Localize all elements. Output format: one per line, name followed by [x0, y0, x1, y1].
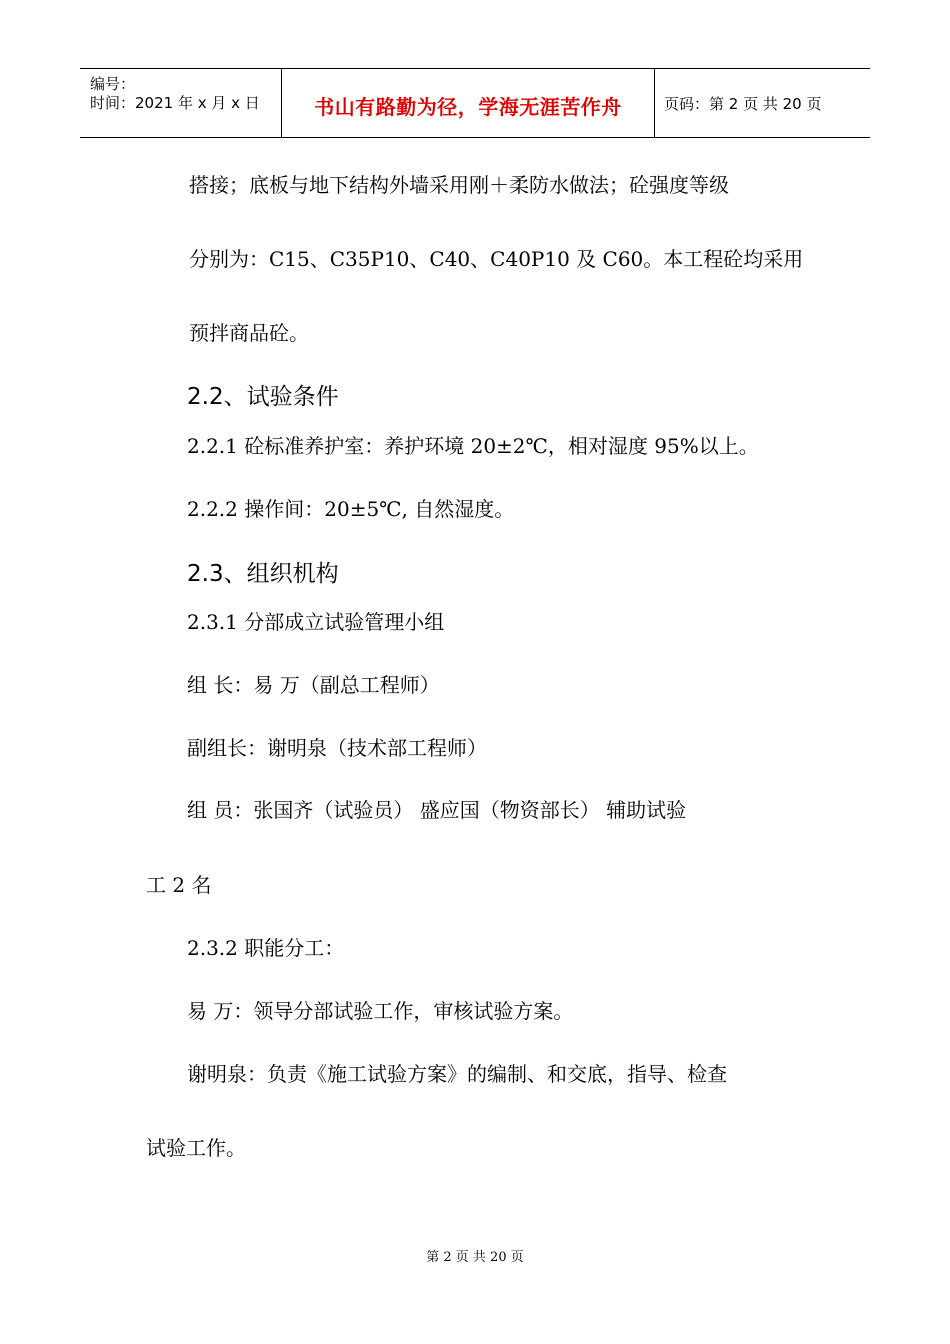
- section-heading-2-3: 2.3、组织机构: [187, 561, 339, 587]
- page-footer: 第 2 页 共 20 页: [426, 1250, 524, 1265]
- clause-2-2-1: 2.2.1 砼标准养护室：养护环境 20±2℃，相对湿度 95%以上。: [187, 434, 759, 458]
- duty-line: 谢明泉：负责《施工试验方案》的编制、和交底，指导、检查: [187, 1062, 727, 1086]
- section-heading-2-2: 2.2、试验条件: [187, 384, 339, 410]
- clause-2-3-1: 2.3.1 分部成立试验管理小组: [187, 610, 445, 634]
- header-page-info: 页码：第 2 页 共 20 页: [664, 95, 822, 113]
- clause-2-3-2: 2.3.2 职能分工：: [187, 936, 345, 960]
- paragraph-line: 搭接；底板与地下结构外墙采用刚＋柔防水做法；砼强度等级: [189, 173, 729, 197]
- team-members: 组 员：张国齐（试验员） 盛应国（物资部长） 辅助试验: [187, 798, 687, 822]
- team-members-cont: 工 2 名: [146, 873, 212, 897]
- header-page-cell: [655, 69, 870, 137]
- duty-line: 易 万：领导分部试验工作，审核试验方案。: [187, 999, 574, 1023]
- paragraph-line: 分别为：C15、C35P10、C40、C40P10 及 C60。本工程砼均采用: [189, 247, 804, 271]
- header-meta-cell: [80, 69, 282, 137]
- paragraph-line: 预拌商品砼。: [189, 321, 309, 345]
- team-deputy: 副组长：谢明泉（技术部工程师）: [187, 736, 487, 760]
- header-motto: 书山有路勤为径，学海无涯苦作舟: [314, 95, 622, 119]
- header-motto-cell: [282, 69, 655, 137]
- number-label: 编号：: [90, 75, 136, 93]
- header-table: [80, 68, 870, 138]
- team-leader: 组 长：易 万（副总工程师）: [187, 673, 440, 697]
- time-label: 时间：2021 年 x 月 x 日: [90, 94, 260, 112]
- duty-line-cont: 试验工作。: [146, 1136, 246, 1160]
- clause-2-2-2: 2.2.2 操作间：20±5℃, 自然湿度。: [187, 497, 515, 521]
